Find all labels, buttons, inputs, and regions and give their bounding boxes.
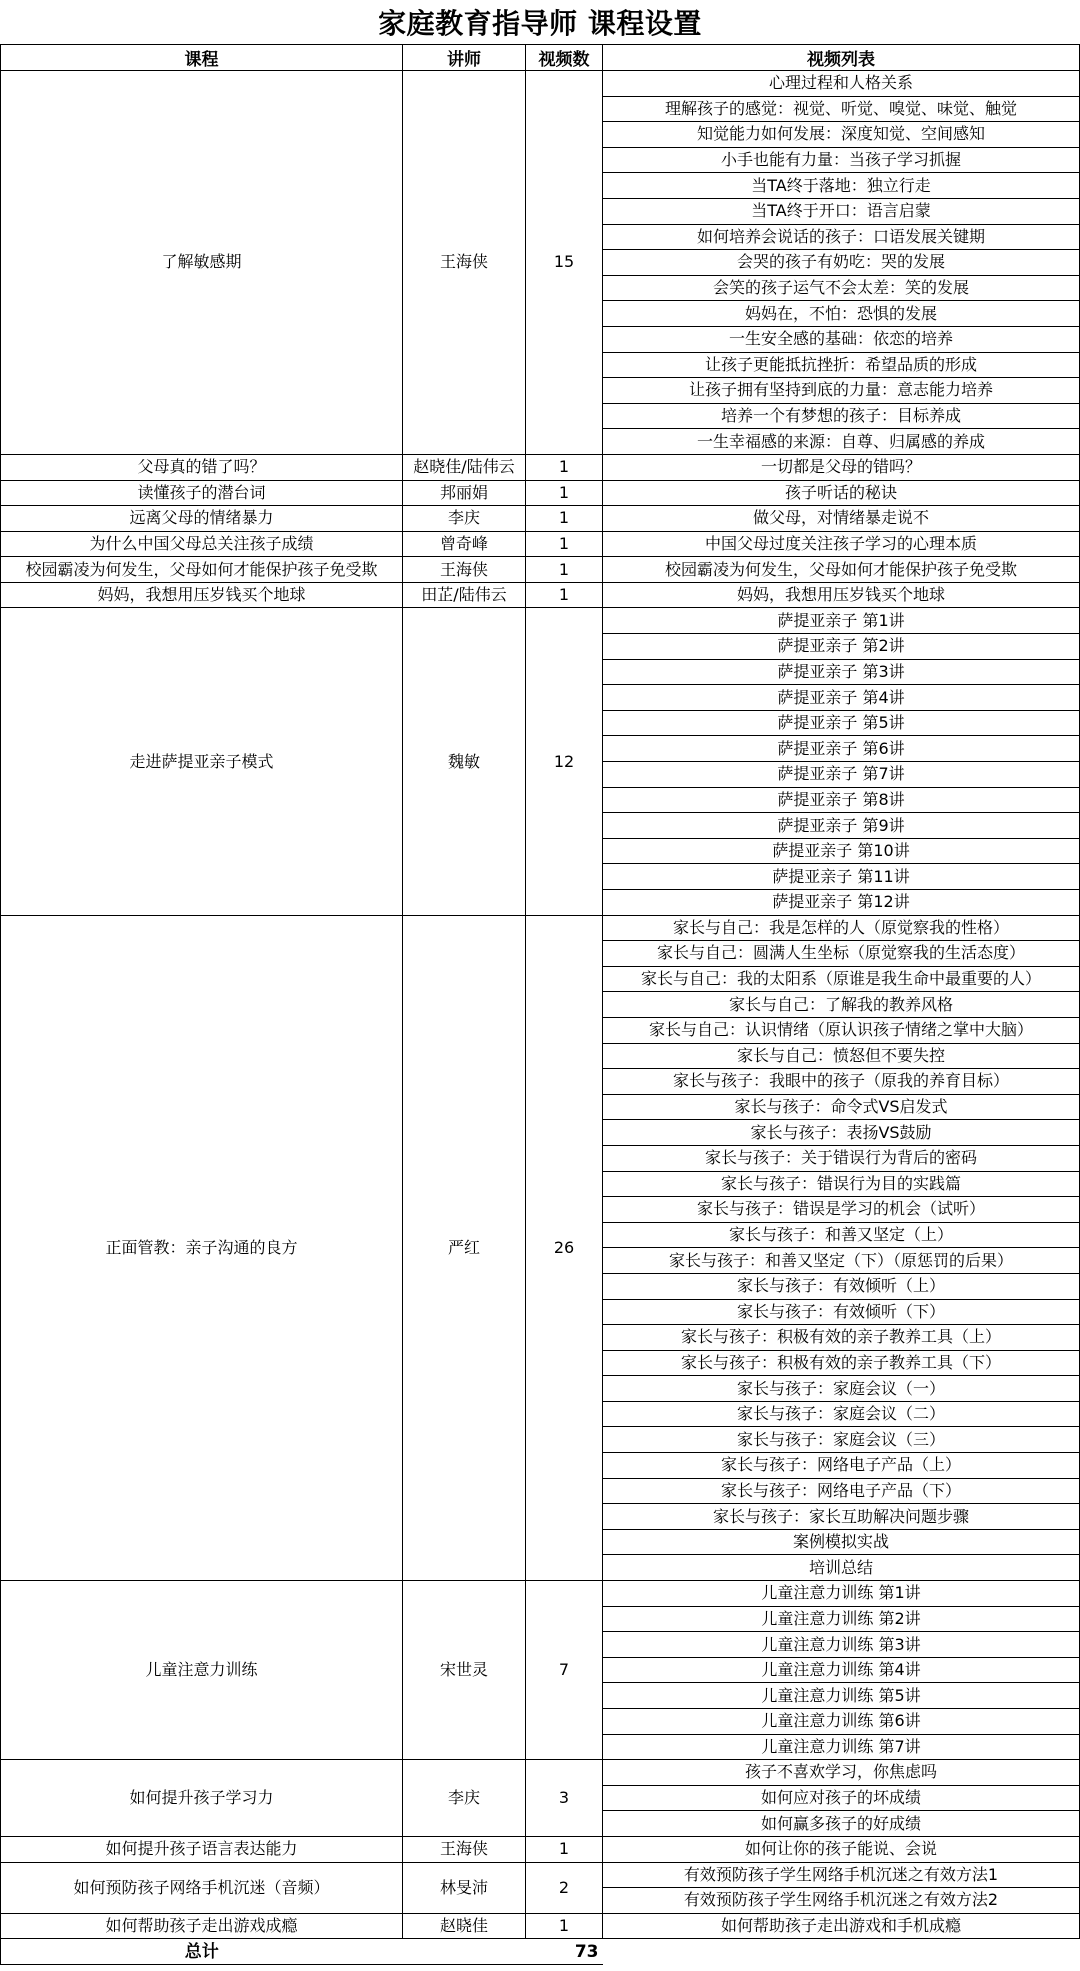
video-title: 理解孩子的感觉：视觉、听觉、嗅觉、味觉、触觉 [603, 96, 1080, 122]
header-video-count: 视频数 [526, 45, 603, 71]
total-value: 73 [526, 1939, 603, 1965]
video-title: 一切都是父母的错吗？ [603, 454, 1080, 480]
video-title: 妈妈，我想用压岁钱买个地球 [603, 582, 1080, 608]
course-name: 父母真的错了吗？ [1, 454, 403, 480]
video-title: 家长与孩子：命令式VS启发式 [603, 1094, 1080, 1120]
video-title: 儿童注意力训练 第7讲 [603, 1734, 1080, 1760]
video-title: 家长与自己：了解我的教养风格 [603, 992, 1080, 1018]
table-row [1, 71, 1080, 97]
course-name: 儿童注意力训练 [1, 1581, 403, 1760]
table-row [1, 1760, 1080, 1786]
video-title: 家长与孩子：有效倾听（下） [603, 1299, 1080, 1325]
course-video-count: 26 [526, 915, 603, 1580]
course-table [0, 44, 1080, 1965]
video-title: 一生安全感的基础：依恋的培养 [603, 326, 1080, 352]
table-row [1, 1836, 1080, 1862]
video-title: 家长与自己：圆满人生坐标（原觉察我的生活态度） [603, 941, 1080, 967]
video-title: 有效预防孩子学生网络手机沉迷之有效方法2 [603, 1888, 1080, 1914]
total-label: 总计 [1, 1939, 403, 1965]
video-title: 家长与孩子：关于错误行为背后的密码 [603, 1145, 1080, 1171]
course-name: 远离父母的情绪暴力 [1, 506, 403, 532]
course-teacher: 王海侠 [403, 71, 526, 455]
course-teacher: 赵晓佳/陆伟云 [403, 454, 526, 480]
video-title: 案例模拟实战 [603, 1529, 1080, 1555]
table-row [1, 915, 1080, 941]
course-name: 妈妈，我想用压岁钱买个地球 [1, 582, 403, 608]
video-title: 培养一个有梦想的孩子：目标养成 [603, 403, 1080, 429]
page-title: 家庭教育指导师 课程设置 [378, 7, 702, 40]
course-teacher: 王海侠 [403, 557, 526, 583]
course-teacher: 曾奇峰 [403, 531, 526, 557]
video-title: 儿童注意力训练 第4讲 [603, 1657, 1080, 1683]
course-name: 为什么中国父母总关注孩子成绩 [1, 531, 403, 557]
video-title: 校园霸凌为何发生，父母如何才能保护孩子免受欺 [603, 557, 1080, 583]
video-title: 萨提亚亲子 第7讲 [603, 762, 1080, 788]
video-title: 家长与孩子：网络电子产品（下） [603, 1478, 1080, 1504]
video-title: 家长与孩子：错误是学习的机会（试听） [603, 1197, 1080, 1223]
video-title: 家长与自己：认识情绪（原认识孩子情绪之掌中大脑） [603, 1017, 1080, 1043]
video-title: 萨提亚亲子 第12讲 [603, 890, 1080, 916]
video-title: 让孩子拥有坚持到底的力量：意志能力培养 [603, 378, 1080, 404]
video-title: 儿童注意力训练 第3讲 [603, 1632, 1080, 1658]
video-title: 家长与孩子：网络电子产品（上） [603, 1453, 1080, 1479]
course-teacher: 田芷/陆伟云 [403, 582, 526, 608]
video-title: 一生幸福感的来源：自尊、归属感的养成 [603, 429, 1080, 455]
video-title: 如何帮助孩子走出游戏和手机成瘾 [603, 1913, 1080, 1939]
video-title: 孩子听话的秘诀 [603, 480, 1080, 506]
video-title: 如何赢多孩子的好成绩 [603, 1811, 1080, 1837]
video-title: 如何应对孩子的坏成绩 [603, 1785, 1080, 1811]
video-title: 萨提亚亲子 第4讲 [603, 685, 1080, 711]
video-title: 萨提亚亲子 第3讲 [603, 659, 1080, 685]
video-title: 会笑的孩子运气不会太差：笑的发展 [603, 275, 1080, 301]
course-video-count: 1 [526, 1836, 603, 1862]
video-title: 心理过程和人格关系 [603, 71, 1080, 97]
video-title: 家长与孩子：我眼中的孩子（原我的养育目标） [603, 1069, 1080, 1095]
course-video-count: 12 [526, 608, 603, 915]
header-row [1, 45, 1080, 71]
course-teacher: 王海侠 [403, 1836, 526, 1862]
video-title: 萨提亚亲子 第1讲 [603, 608, 1080, 634]
video-title: 家长与孩子：家长互助解决问题步骤 [603, 1504, 1080, 1530]
header-video-list: 视频列表 [603, 45, 1080, 71]
video-title: 中国父母过度关注孩子学习的心理本质 [603, 531, 1080, 557]
video-title: 家长与孩子：积极有效的亲子教养工具（上） [603, 1325, 1080, 1351]
course-video-count: 15 [526, 71, 603, 455]
video-title: 家长与自己：我的太阳系（原谁是我生命中最重要的人） [603, 966, 1080, 992]
video-title: 家长与孩子：错误行为目的实践篇 [603, 1171, 1080, 1197]
total-row [1, 1939, 1080, 1965]
course-teacher: 魏敏 [403, 608, 526, 915]
video-title: 儿童注意力训练 第5讲 [603, 1683, 1080, 1709]
video-title: 如何培养会说话的孩子：口语发展关键期 [603, 224, 1080, 250]
course-name: 如何预防孩子网络手机沉迷（音频） [1, 1862, 403, 1913]
video-title: 萨提亚亲子 第5讲 [603, 710, 1080, 736]
course-name: 如何提升孩子学习力 [1, 1760, 403, 1837]
course-video-count: 1 [526, 557, 603, 583]
video-title: 儿童注意力训练 第1讲 [603, 1581, 1080, 1607]
video-title: 家长与自己：我是怎样的人（原觉察我的性格） [603, 915, 1080, 941]
table-row [1, 608, 1080, 634]
course-name: 校园霸凌为何发生，父母如何才能保护孩子免受欺 [1, 557, 403, 583]
course-video-count: 1 [526, 506, 603, 532]
table-row [1, 454, 1080, 480]
video-title: 儿童注意力训练 第2讲 [603, 1606, 1080, 1632]
course-video-count: 1 [526, 1913, 603, 1939]
video-title: 家长与孩子：家庭会议（二） [603, 1401, 1080, 1427]
table-row [1, 557, 1080, 583]
course-teacher: 林旻沛 [403, 1862, 526, 1913]
video-title: 萨提亚亲子 第9讲 [603, 813, 1080, 839]
video-title: 知觉能力如何发展：深度知觉、空间感知 [603, 122, 1080, 148]
total-spacer [403, 1939, 526, 1965]
video-title: 儿童注意力训练 第6讲 [603, 1709, 1080, 1735]
table-row [1, 1862, 1080, 1888]
video-title: 萨提亚亲子 第2讲 [603, 634, 1080, 660]
course-name: 读懂孩子的潜台词 [1, 480, 403, 506]
video-title: 培训总结 [603, 1555, 1080, 1581]
video-title: 萨提亚亲子 第6讲 [603, 736, 1080, 762]
video-title: 孩子不喜欢学习，你焦虑吗 [603, 1760, 1080, 1786]
table-row [1, 582, 1080, 608]
header-course: 课程 [1, 45, 403, 71]
course-teacher: 宋世灵 [403, 1581, 526, 1760]
video-title: 家长与孩子：有效倾听（上） [603, 1273, 1080, 1299]
video-title: 家长与孩子：表扬VS鼓励 [603, 1120, 1080, 1146]
video-title: 做父母，对情绪暴走说不 [603, 506, 1080, 532]
video-title: 萨提亚亲子 第11讲 [603, 864, 1080, 890]
video-title: 小手也能有力量：当孩子学习抓握 [603, 147, 1080, 173]
table-row [1, 506, 1080, 532]
video-title: 萨提亚亲子 第10讲 [603, 838, 1080, 864]
video-title: 家长与自己：愤怒但不要失控 [603, 1043, 1080, 1069]
video-title: 家长与孩子：和善又坚定（上） [603, 1222, 1080, 1248]
video-title: 让孩子更能抵抗挫折：希望品质的形成 [603, 352, 1080, 378]
video-title: 萨提亚亲子 第8讲 [603, 787, 1080, 813]
course-name: 走进萨提亚亲子模式 [1, 608, 403, 915]
course-teacher: 李庆 [403, 1760, 526, 1837]
video-title: 当TA终于开口：语言启蒙 [603, 198, 1080, 224]
video-title: 当TA终于落地：独立行走 [603, 173, 1080, 199]
course-name: 了解敏感期 [1, 71, 403, 455]
header-teacher: 讲师 [403, 45, 526, 71]
course-video-count: 1 [526, 531, 603, 557]
video-title: 家长与孩子：家庭会议（一） [603, 1376, 1080, 1402]
table-row [1, 1581, 1080, 1607]
course-video-count: 1 [526, 454, 603, 480]
course-teacher: 李庆 [403, 506, 526, 532]
course-name: 如何帮助孩子走出游戏成瘾 [1, 1913, 403, 1939]
course-teacher: 邦丽娟 [403, 480, 526, 506]
course-name: 正面管教：亲子沟通的良方 [1, 915, 403, 1580]
course-video-count: 1 [526, 480, 603, 506]
video-title: 会哭的孩子有奶吃：哭的发展 [603, 250, 1080, 276]
course-video-count: 7 [526, 1581, 603, 1760]
total-empty [603, 1939, 1080, 1965]
table-row [1, 480, 1080, 506]
video-title: 家长与孩子：积极有效的亲子教养工具（下） [603, 1350, 1080, 1376]
video-title: 妈妈在，不怕：恐惧的发展 [603, 301, 1080, 327]
table-row [1, 531, 1080, 557]
course-video-count: 1 [526, 582, 603, 608]
video-title: 有效预防孩子学生网络手机沉迷之有效方法1 [603, 1862, 1080, 1888]
course-name: 如何提升孩子语言表达能力 [1, 1836, 403, 1862]
course-teacher: 严红 [403, 915, 526, 1580]
video-title: 家长与孩子：和善又坚定（下）（原惩罚的后果） [603, 1248, 1080, 1274]
course-rows [1, 71, 1080, 1939]
video-title: 家长与孩子：家庭会议（三） [603, 1427, 1080, 1453]
table-row [1, 1913, 1080, 1939]
course-video-count: 2 [526, 1862, 603, 1913]
video-title: 如何让你的孩子能说、会说 [603, 1836, 1080, 1862]
course-video-count: 3 [526, 1760, 603, 1837]
course-teacher: 赵晓佳 [403, 1913, 526, 1939]
